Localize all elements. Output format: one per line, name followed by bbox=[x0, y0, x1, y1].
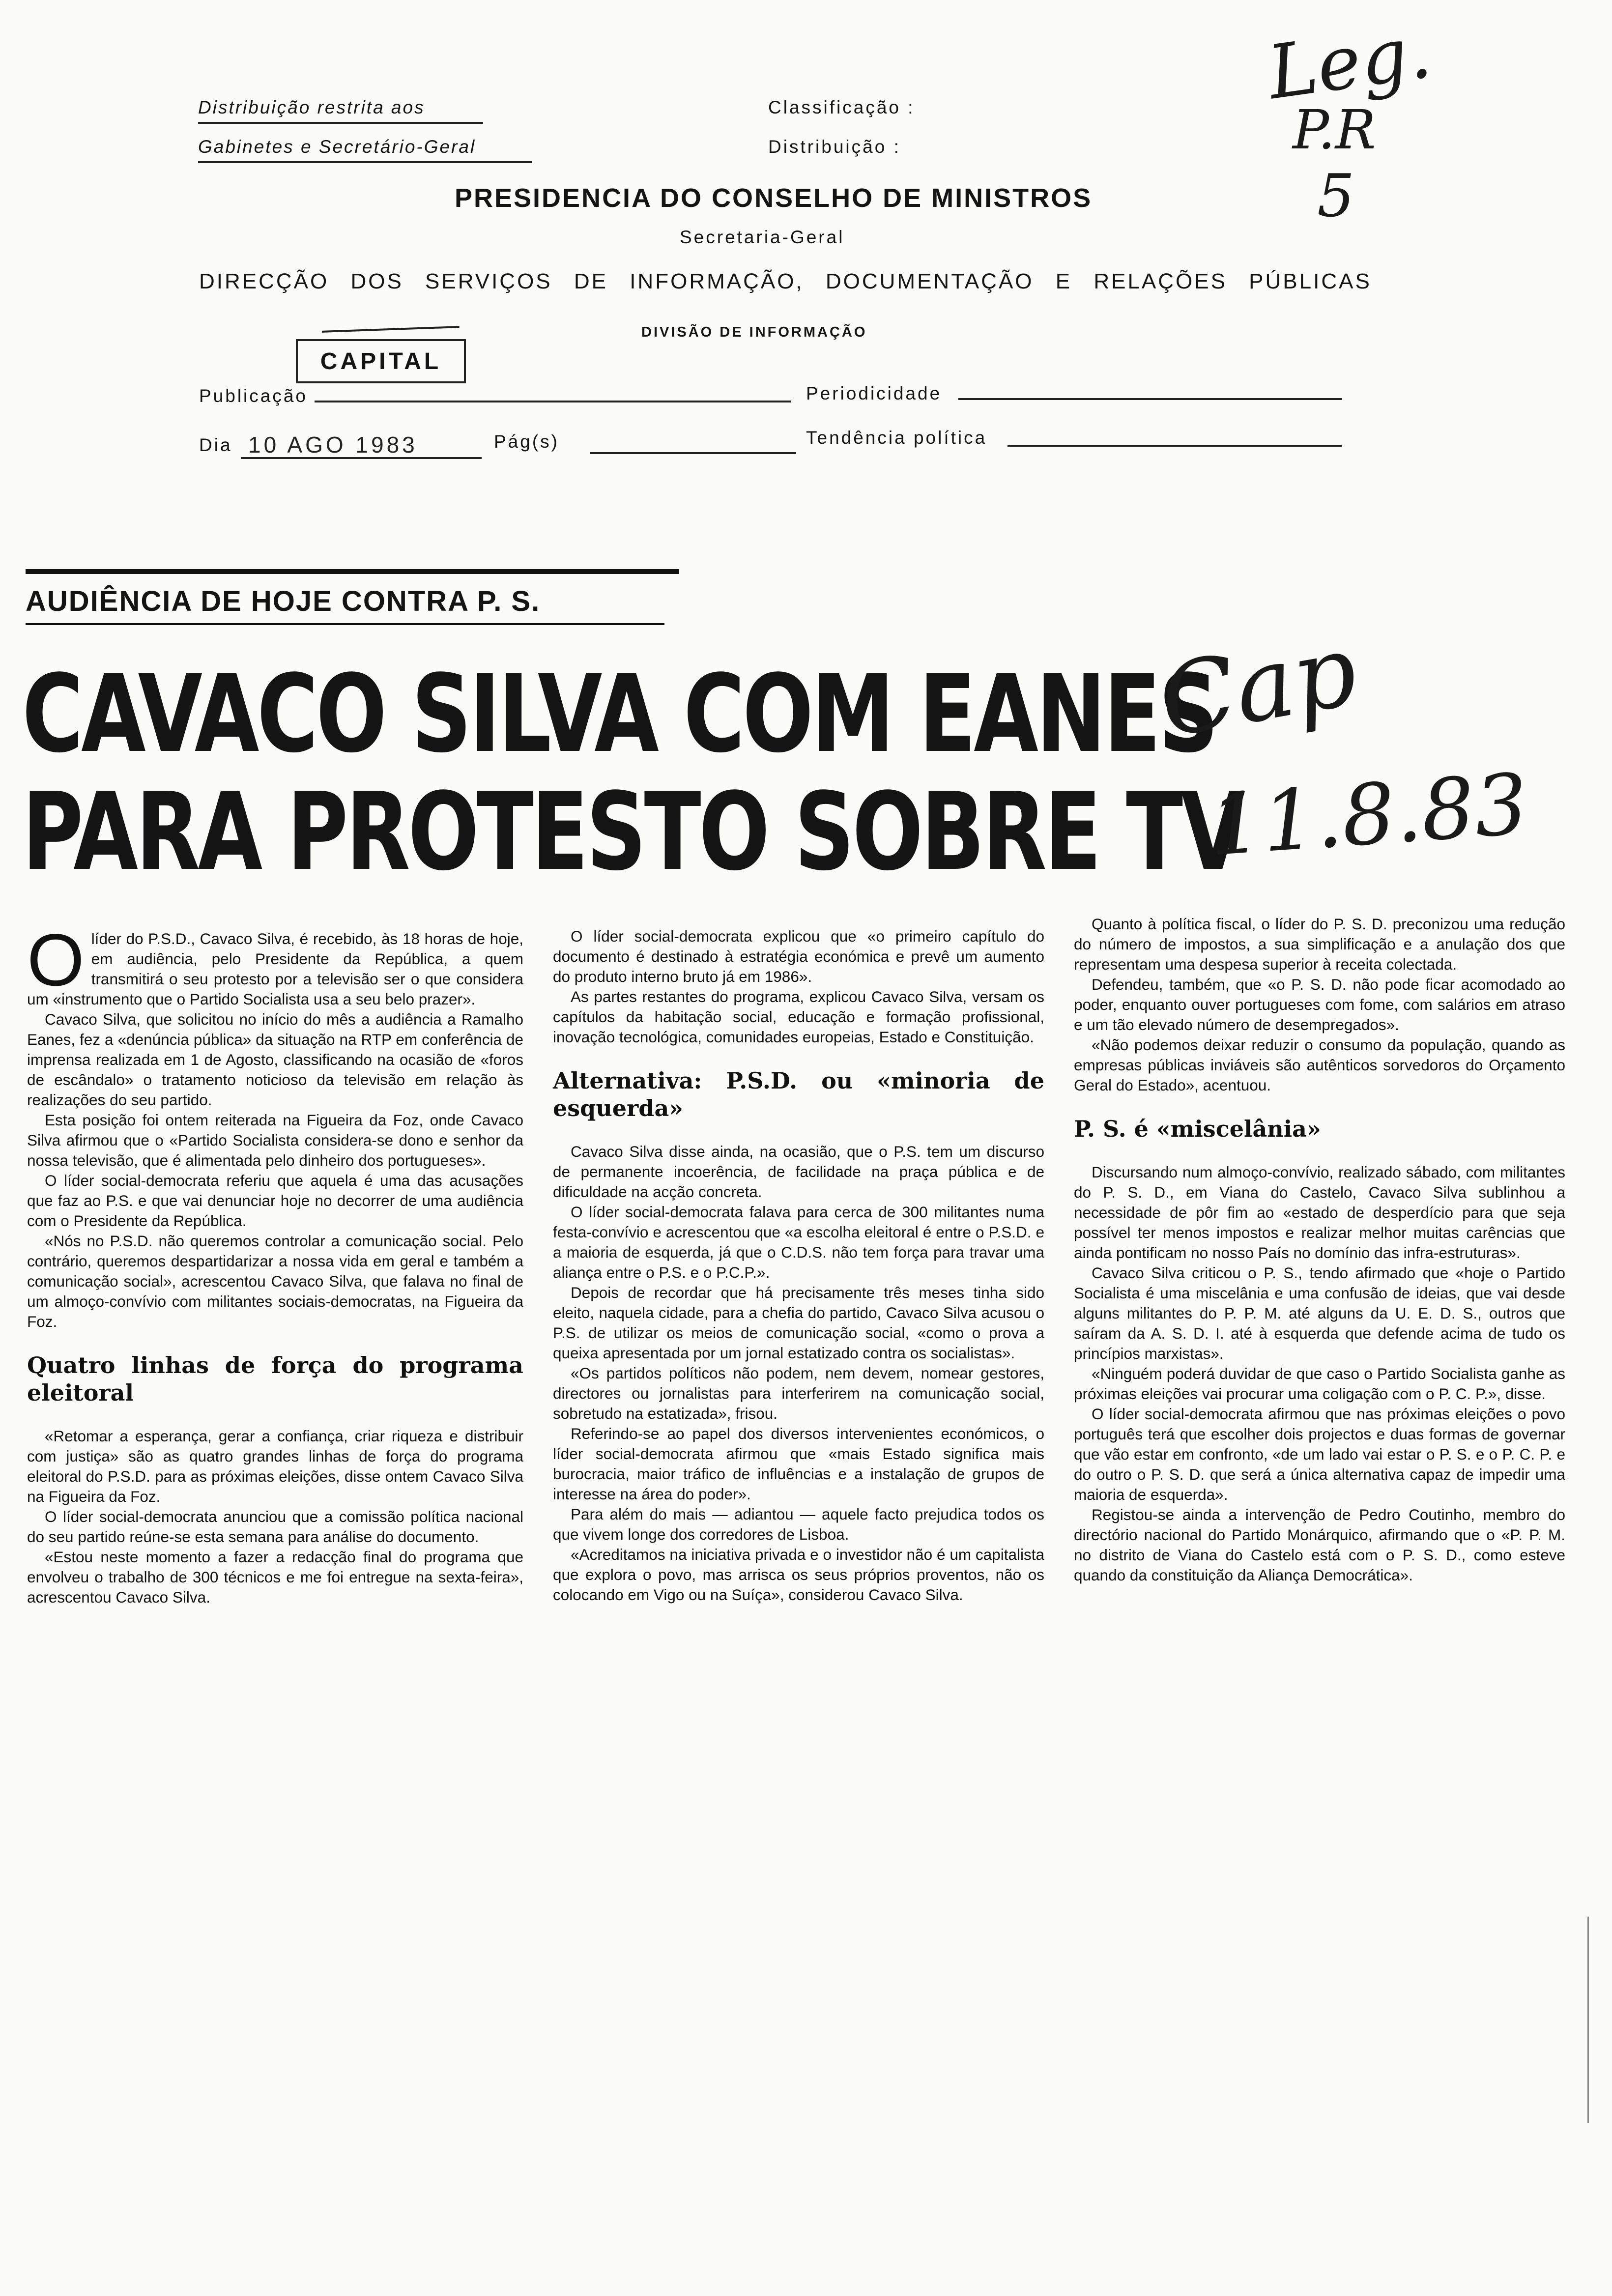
stamp-text: CAPITAL bbox=[320, 348, 442, 374]
article-headline-line1: CAVACO SILVA COM EANES bbox=[22, 652, 1217, 776]
article-column-3 bbox=[1074, 914, 1565, 1585]
handwritten-initials: Leg. bbox=[1263, 8, 1437, 116]
paragraph: «Acreditamos na iniciativa privada e o investidor não é um capitalista que explora o povo, mas arrisca os seus próprios proventos, não os colocando em Vigo ou na Suíça», considerou Cavaco Silva. bbox=[553, 1546, 1044, 1604]
tendency-label: Tendência política bbox=[806, 428, 987, 448]
paragraph: O líder social-democrata falava para cerca de 300 militantes numa festa-convívio e acrescentou que «a escolha eleitoral é entre o P.S.D. e a maioria de esquerda, já que o C.D.S. não tem força para travar uma aliança entre o P.S. e o P.C.P.». bbox=[553, 1203, 1044, 1281]
article-column-2 bbox=[553, 926, 1044, 1605]
handwritten-note-3: 5 bbox=[1317, 162, 1355, 230]
paragraph: O líder social-democrata explicou que «o primeiro capítulo do documento é destinado à estratégia económica e prevê um aumento do produto interno bruto já em 1986». bbox=[553, 927, 1044, 985]
paragraph: Referindo-se ao papel dos diversos intervenientes económicos, o líder social-democrata afirmou que «mais Estado significa mais burocracia, maior tráfico de influências e a instalação de grupos de interesse na área do poder». bbox=[553, 1425, 1044, 1503]
paragraph: Quanto à política fiscal, o líder do P. S. D. preconizou uma redução do número de impostos, a sua simplificação e a anulação dos que representam uma despesa superior à receita colectada. bbox=[1074, 915, 1565, 973]
paragraph: Cavaco Silva criticou o P. S., tendo afirmado que «hoje o Partido Socialista é uma miscelânia e uma confusão de ideias, que vai desde alguns militantes do P. P. M. até alguns da U. E. D. S., outros que saíram da A. S. D. I. até à esquerda que defende acima de tudo os princípios marxistas». bbox=[1074, 1264, 1565, 1362]
classification-label: Classificação : bbox=[768, 97, 915, 117]
scan-edge-mark bbox=[1587, 1917, 1589, 2123]
paragraph: Cavaco Silva disse ainda, na ocasião, que o P.S. tem um discurso de permanente incoerência, de facilidade na praça pública e de dificuldade na acção concreta. bbox=[553, 1143, 1044, 1201]
periodicity-label: Periodicidade bbox=[806, 383, 942, 403]
ministry-title: PRESIDENCIA DO CONSELHO DE MINISTROS bbox=[455, 183, 1093, 213]
article-column-1 bbox=[27, 918, 523, 1607]
paragraph: líder do P.S.D., Cavaco Silva, é recebido, às 18 horas de hoje, em audiência, pelo Presidente da República, a quem transmitirá o seu protesto por a televisão ser o que considera um «instrumento que o Partido Socialista usa a seu belo prazer». bbox=[27, 930, 523, 1008]
paragraph: Esta posição foi ontem reiterada na Figueira da Foz, onde Cavaco Silva afirmou que o «Partido Socialista considera-se dono e senhor da nossa televisão, que é alimentada pelo dinheiro dos portugueses». bbox=[27, 1111, 523, 1169]
paragraph: «Retomar a esperança, gerar a confiança, criar riqueza e distribuir com justiça» são as quatro grandes linhas de força do programa eleitoral do P.S.D. para as próximas eleições, disse ontem Cavaco Silva na Figueira da Foz. bbox=[27, 1427, 523, 1505]
underline bbox=[198, 161, 532, 163]
day-value: 10 AGO 1983 bbox=[248, 432, 418, 458]
kicker-rule-bottom bbox=[26, 623, 664, 625]
publication-stamp bbox=[296, 339, 466, 383]
subheading: P. S. é «miscelânia» bbox=[1074, 1116, 1321, 1142]
article-headline-line2: PARA PROTESTO SOBRE TV bbox=[22, 770, 1243, 894]
paragraph: As partes restantes do programa, explicou Cavaco Silva, versam os capítulos da habitação social, educação e formação profissional, inovação tecnológica, comunidades europeias, Estado e Constituição. bbox=[553, 988, 1044, 1046]
publication-label: Publicação bbox=[199, 386, 308, 406]
paragraph: Defendeu, também, que «o P. S. D. não pode ficar acomodado ao poder, enquanto ouver portugueses com fome, com salários em atraso e um tão elevado número de desempregados». bbox=[1074, 976, 1565, 1033]
subheading: Quatro linhas de força do programa eleitoral bbox=[27, 1352, 523, 1406]
secretariat-label: Secretaria-Geral bbox=[680, 227, 845, 247]
paragraph: «Nós no P.S.D. não queremos controlar a comunicação social. Pelo contrário, queremos despartidarizar a nossa vida em geral e também a comunicação social», acrescentou Cavaco Silva, que falava no final de um almoço-convívio com militantes sociais-democratas, na Figueira da Foz. bbox=[27, 1232, 523, 1330]
paragraph: O líder social-democrata referiu que aquela é uma das acusações que faz ao P.S. e que vai denunciar hoje no decorrer de uma audiência com o Presidente da República. bbox=[27, 1172, 523, 1230]
subheading: Alternativa: P.S.D. ou «minoria de esquerda» bbox=[553, 1067, 1044, 1121]
article-kicker: AUDIÊNCIA DE HOJE CONTRA P. S. bbox=[26, 585, 541, 617]
distribution-restriction-line1: Distribuição restrita aos bbox=[198, 97, 425, 117]
paragraph: «Não podemos deixar reduzir o consumo da população, quando as empresas públicas inviáveis são autênticos sorvedoros do Orçamento Geral do Estado», acentuou. bbox=[1074, 1036, 1565, 1094]
paragraph: O líder social-democrata anunciou que a comissão política nacional do seu partido reúne-se esta semana para análise do documento. bbox=[27, 1508, 523, 1546]
underline bbox=[198, 122, 483, 124]
paragraph: «Ninguém poderá duvidar de que caso o Partido Socialista ganhe as próximas eleições vai procurar uma coligação com o P. C. P.», disse. bbox=[1074, 1365, 1565, 1403]
periodicity-field-line bbox=[958, 398, 1342, 400]
drop-cap: O bbox=[27, 918, 85, 1001]
handwritten-margin-date: 11.8.83 bbox=[1206, 755, 1531, 875]
tendency-field-line bbox=[1008, 445, 1342, 447]
paragraph: Para além do mais — adiantou — aquele facto prejudica todos os que vivem longe dos corredores de Lisboa. bbox=[553, 1505, 1044, 1543]
pages-field-line bbox=[590, 452, 796, 454]
paragraph: Cavaco Silva, que solicitou no início do mês a audiência a Ramalho Eanes, fez a «denúncia pública» da situação na RTP em conferência de imprensa realizada em 1 de Agosto, classificando na ocasião de «foros de escândalo» o tratamento noticioso da televisão em relação às realizações do seu partido. bbox=[27, 1010, 523, 1109]
distribution-label: Distribuição : bbox=[768, 137, 901, 157]
handwritten-note-2: P.R bbox=[1293, 98, 1376, 161]
paragraph: Registou-se ainda a intervenção de Pedro Coutinho, membro do directório nacional do Partido Monárquico, afirmando que o «P. P. M. no distrito de Viana do Castelo está com o P. S. D., como esteve quando da constituição da Aliança Democrática». bbox=[1074, 1506, 1565, 1584]
paragraph: «Os partidos políticos não podem, nem devem, nomear gestores, directores ou jornalistas para interferirem na comunicação social, sobretudo na estatizada», frisou. bbox=[553, 1364, 1044, 1422]
pages-label: Pág(s) bbox=[494, 431, 559, 452]
day-label: Dia bbox=[199, 435, 232, 455]
kicker-rule-top bbox=[26, 569, 679, 574]
distribution-restriction-line2: Gabinetes e Secretário-Geral bbox=[198, 137, 476, 157]
handwritten-margin-note: Cap bbox=[1151, 613, 1365, 760]
directorate-title: DIRECÇÃO DOS SERVIÇOS DE INFORMAÇÃO, DOCUMENTAÇÃO E RELAÇÕES PÚBLICAS bbox=[199, 269, 1372, 293]
paragraph: «Estou neste momento a fazer a redacção final do programa que envolveu o trabalho de 300 técnicos e me foi entregue na sexta-feira», acrescentou Cavaco Silva. bbox=[27, 1548, 523, 1606]
paragraph: Discursando num almoço-convívio, realizado sábado, com militantes do P. S. D., em Viana do Castelo, Cavaco Silva sublinhou a necessidade de pôr fim ao «estado de desperdício para que seja possível ter menos impostos e realizar melhor muitas carências que ainda pontificam no nosso País no domínio das infra-estruturas». bbox=[1074, 1163, 1565, 1262]
publication-field-line bbox=[315, 401, 791, 402]
day-field-line bbox=[241, 457, 482, 459]
paragraph: Depois de recordar que há precisamente três meses tinha sido eleito, naquela cidade, para a chefia do partido, Cavaco Silva acusou o P.S. de utilizar os meios de comunicação social, «como o prova a queixa apresentada por um jornal estatizado contra os socialistas». bbox=[553, 1284, 1044, 1362]
paragraph: O líder social-democrata afirmou que nas próximas eleições o povo português terá que escolher dois projectos e duas formas de governar que vão estar em confronto, «de um lado vai estar o P. S. e o P. C. P. e do outro o P. S. D. que será a única alternativa capaz de impedir uma maioria de esquerda». bbox=[1074, 1405, 1565, 1503]
stamp-edge bbox=[322, 326, 460, 338]
division-label: DIVISÃO DE INFORMAÇÃO bbox=[641, 324, 867, 340]
